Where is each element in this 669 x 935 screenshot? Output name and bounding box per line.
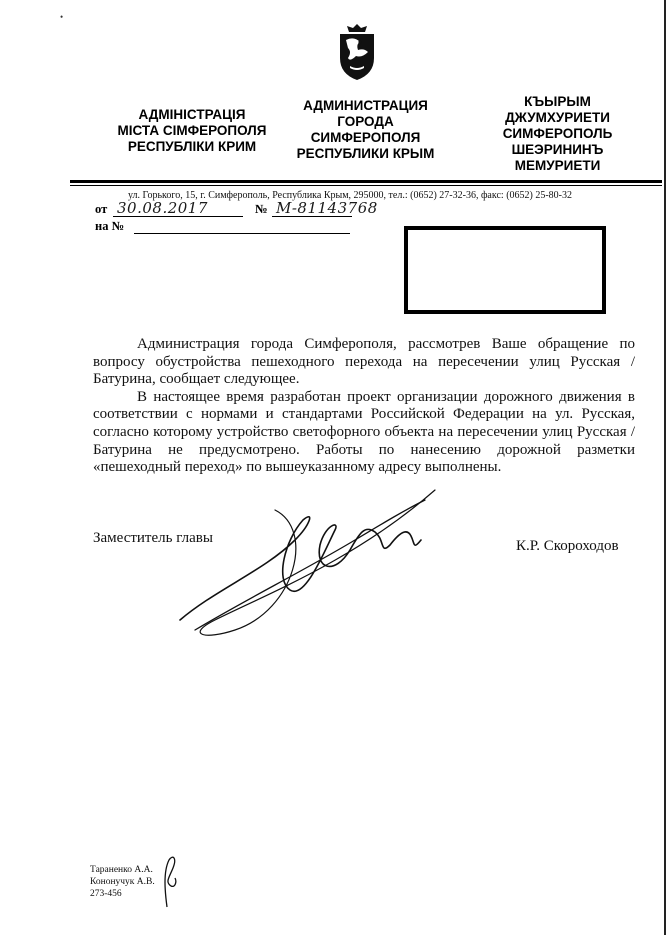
- signatory-name: К.Р. Скороходов: [516, 538, 619, 554]
- body-paragraph: В настоящее время разработан проект организации дорожного движения в соответствии с нормами и стандартами Российской Федерации на ул. Русская, согласно которому устройство светофорного объекта на пересечении улиц Русская / Батурина не предусмотрено. Работы по нанесению дорожной разметки «пешеходный переход» по вышеуказанному адресу выполнены.: [93, 388, 635, 476]
- header-left-line: МІСТА СІМФЕРОПОЛЯ: [117, 123, 267, 138]
- page-edge: [664, 0, 666, 935]
- header-divider-thick: [70, 180, 662, 183]
- executor-line: 273-456: [90, 889, 122, 899]
- handwritten-signature: [175, 470, 475, 670]
- header-center-line: АДМИНИСТРАЦИЯ: [303, 98, 428, 113]
- header-right-line: ШЕЭРИНИНЪ: [511, 142, 604, 157]
- header-center-line: ГОРОДА: [337, 114, 394, 129]
- executor-info: [90, 864, 155, 900]
- header-russian: [268, 98, 463, 162]
- redacted-addressee-box: [404, 226, 606, 314]
- header-divider-thin: [70, 185, 662, 186]
- header-right-line: СИМФЕРОПОЛЬ: [502, 126, 613, 141]
- executor-line: Тараненко А.А.: [90, 865, 153, 875]
- date-handwritten: 30.08.2017: [117, 199, 208, 217]
- number-handwritten: М-81143768: [276, 199, 378, 217]
- corner-mark: •: [60, 12, 64, 22]
- signatory-role: Заместитель главы: [93, 530, 213, 546]
- body-paragraph: Администрация города Симферополя, рассмотрев Ваше обращение по вопросу обустройства пешеходного перехода на пересечении улиц Русская / Батурина, сообщает следующее.: [93, 336, 635, 388]
- letter-body: [93, 336, 635, 477]
- header-right-line: КЪЫРЫМ: [524, 94, 591, 109]
- reply-number-underline: [134, 233, 350, 234]
- executor-initials-signature: [155, 852, 185, 912]
- header-left-line: АДМІНІСТРАЦІЯ: [138, 107, 246, 122]
- reply-number-label: на №: [95, 219, 125, 233]
- header-right-line: ДЖУМХУРИЕТИ: [505, 110, 610, 125]
- number-label: №: [255, 202, 268, 216]
- executor-line: Кононучук А.В.: [90, 877, 155, 887]
- header-ukrainian: [92, 107, 292, 155]
- date-label: от: [95, 202, 108, 216]
- crimea-coat-of-arms-icon: [334, 22, 380, 82]
- header-crimean-tatar: [470, 94, 645, 174]
- office-address: ул. Горького, 15, г. Симферополь, Республика Крым, 295000, тел.: (0652) 27-32-36, факс: (0652) 25-80-32: [128, 190, 573, 201]
- header-right-line: МЕМУРИЕТИ: [514, 158, 601, 173]
- header-center-line: РЕСПУБЛИКИ КРЫМ: [296, 146, 435, 161]
- header-left-line: РЕСПУБЛІКИ КРИМ: [127, 139, 257, 154]
- header-center-line: СИМФЕРОПОЛЯ: [310, 130, 421, 145]
